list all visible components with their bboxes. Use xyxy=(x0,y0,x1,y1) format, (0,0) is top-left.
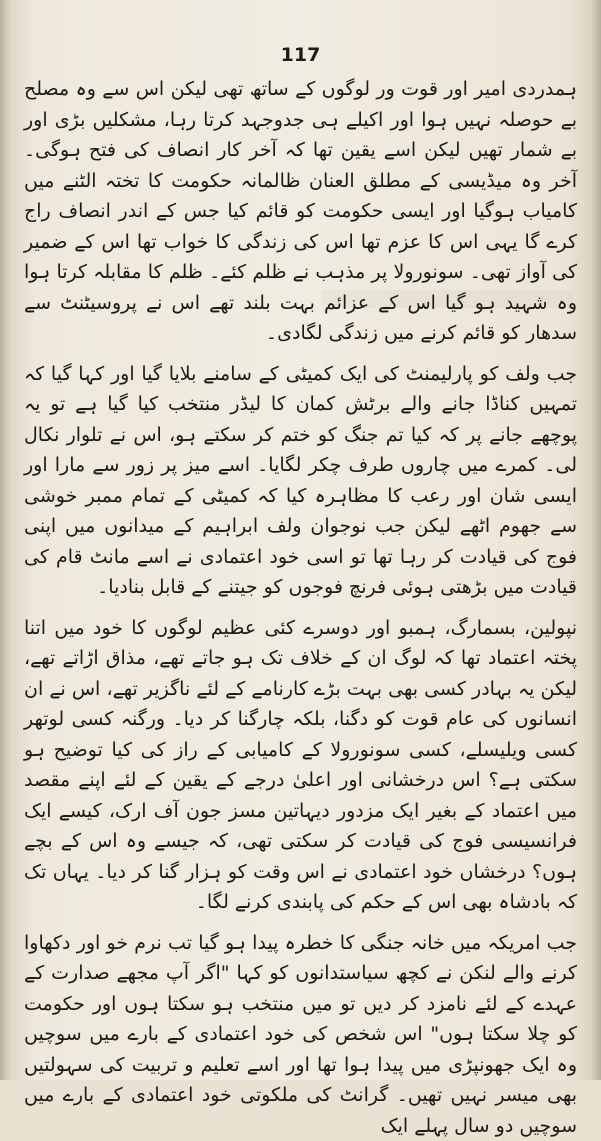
paragraph-3: نپولین، بسمارگ، ہمبو اور دوسرے کئی عظیم لوگوں کا خود میں اتنا پختہ اعتماد تھا کہ لوگ ان کے خلاف تک ہو جاتے تھے، مذاق اڑاتے تھے، لیکن یہ بہادر کسی بھی بہت بڑے کارنامے کے لئے ناگزیر تھے، اس نے ان انسانوں کی عام قوت کو دگنا، بلکہ چارگنا کر دیا۔ ورگنہ کسی لوتھر کسی ویلیسلے، کسی سونورولا کے کامیابی کے راز کی کیا توضیح ہو سکتی ہے؟ اس درخشانی اور اعلیٰ درجے کے یقین کے لئے اپنے مقصد میں اعتماد کے بغیر ایک مزدور دیہاتین مسز جون آف ارک، کیسے ایک فرانسیسی فوج کی قیادت کر سکتی تھی، کہ جیسے وہ اس کے بچے ہوں؟ درخشاں خود اعتمادی نے اس وقت کو ہزار گنا کر دیا۔ یہاں تک کہ بادشاہ بھی اس کے حکم کی پابندی کرنے لگا۔ xyxy=(24,613,577,918)
paragraph-4: جب امریکہ میں خانہ جنگی کا خطرہ پیدا ہو گیا تب نرم خو اور دکھاوا کرنے والے لنکن نے کچھ سیاستدانوں کو کہا "اگر آپ مجھے صدارت کے عہدے کے لئے نامزد کر دیں تو میں منتخب ہو سکتا ہوں اور حکومت کو چلا سکتا ہوں" اس شخص کی خود اعتمادی کے بارے میں سوچیں وہ ایک جھونپڑی میں پیدا ہوا تھا اور اسے تعلیم و تربیت کی سہولتیں بھی میسر نہیں تھیں۔ گرانٹ کی ملکوتی خود اعتمادی کے بارے میں سوچیں دو سال پہلے ایک xyxy=(24,928,577,1141)
paragraph-2: جب ولف کو پارلیمنٹ کی ایک کمیٹی کے سامنے بلایا گیا اور کہا گیا کہ تمہیں کناڈا جانے والے برٹش کمان کا لیڈر منتخب کیا گیا ہے تو یہ پوچھے جانے پر کہ کیا تم جنگ کو ختم کر سکتے ہو، اس نے تلوار نکال لی۔ کمرے میں چاروں طرف چکر لگایا۔ اسے میز پر زور سے مارا اور ایسی شان اور رعب کا مظاہرہ کیا کہ کمیٹی کے تمام ممبر خوشی سے جھوم اٹھے لیکن جب نوجوان ولف ابراہیم کے میدانوں میں اپنی فوج کی قیادت کر رہا تھا تو اسی خود اعتمادی نے اسے مانٹ قام کی قیادت میں بڑھتی ہوئی فرنچ فوجوں کو جیتنے کے قابل بنادیا۔ xyxy=(24,359,577,603)
paragraph-1: ہمدردی امیر اور قوت ور لوگوں کے ساتھ تھی لیکن اس سے وہ مصلح بے حوصلہ نہیں ہوا اور اکیلے ہی جدوجہد کرتا رہا، مشکلیں بڑی اور بے شمار تھیں لیکن اسے یقین تھا کہ آخر کار انصاف کی فتح ہوگی۔ آخر وہ میڈیسی کے مطلق العنان ظالمانہ حکومت کا تختہ الٹنے میں کامیاب ہوگیا اور ایسی حکومت کو قائم کیا جس کے اندر انصاف راج کرے گا یہی اس کا عزم تھا اس کی زندگی کا خواب تھا اس کے ضمیر کی آواز تھی۔ سونورولا پر مذہب نے ظلم کئے۔ ظلم کا مقابلہ کرتا ہوا وہ شہید ہو گیا اس کے عزائم بہت بلند تھے اس نے پروسیٹنٹ سے سدھار کو قائم کرنے میں زندگی لگادی۔ xyxy=(24,74,577,349)
page-right-shadow xyxy=(591,0,601,1080)
page-number: 117 xyxy=(0,44,601,66)
body-text xyxy=(24,74,577,1141)
page-left-shadow xyxy=(0,0,10,1080)
